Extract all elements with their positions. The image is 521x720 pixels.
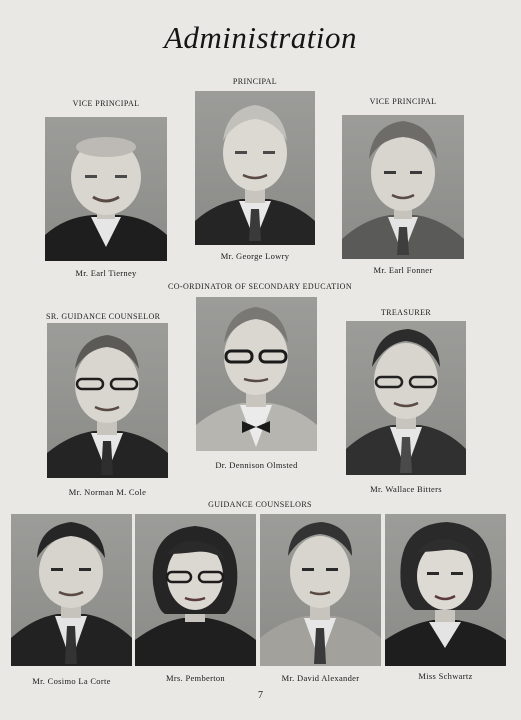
portrait-george-lowry <box>195 91 315 245</box>
portrait-norman-cole <box>47 323 168 478</box>
name-dennison-olmsted: Dr. Dennison Olmsted <box>215 460 298 470</box>
vice-principal-right-title: VICE PRINCIPAL <box>369 97 437 106</box>
portrait-miss-schwartz <box>385 514 506 666</box>
name-earl-tierney: Mr. Earl Tierney <box>75 268 137 278</box>
coordinator-title: CO-ORDINATOR OF SECONDARY EDUCATION <box>167 282 352 291</box>
page-number: 7 <box>258 690 263 701</box>
sr-guidance-counselor-title: SR. GUIDANCE COUNSELOR <box>46 312 161 321</box>
portrait-earl-tierney <box>45 117 167 261</box>
name-cosimo-la-corte: Mr. Cosimo La Corte <box>32 676 111 686</box>
vice-principal-left-title: VICE PRINCIPAL <box>72 99 140 108</box>
portrait-wallace-bitters <box>346 321 466 475</box>
page-title: Administration <box>163 20 357 55</box>
principal-title: PRINCIPAL <box>232 77 278 86</box>
name-miss-schwartz: Miss Schwartz <box>418 671 473 681</box>
portrait-mrs-pemberton <box>135 514 256 666</box>
name-david-alexander: Mr. David Alexander <box>281 673 360 683</box>
portrait-earl-fonner <box>342 115 464 259</box>
name-mrs-pemberton: Mrs. Pemberton <box>166 673 225 683</box>
treasurer-title: TREASURER <box>380 308 432 317</box>
name-norman-cole: Mr. Norman M. Cole <box>68 487 147 497</box>
name-earl-fonner: Mr. Earl Fonner <box>373 265 433 275</box>
portrait-dennison-olmsted <box>196 297 317 451</box>
name-george-lowry: Mr. George Lowry <box>220 251 290 261</box>
portrait-david-alexander <box>260 514 381 666</box>
portrait-cosimo-la-corte <box>11 514 132 666</box>
name-wallace-bitters: Mr. Wallace Bitters <box>370 484 442 494</box>
guidance-counselors-title: GUIDANCE COUNSELORS <box>208 500 312 509</box>
